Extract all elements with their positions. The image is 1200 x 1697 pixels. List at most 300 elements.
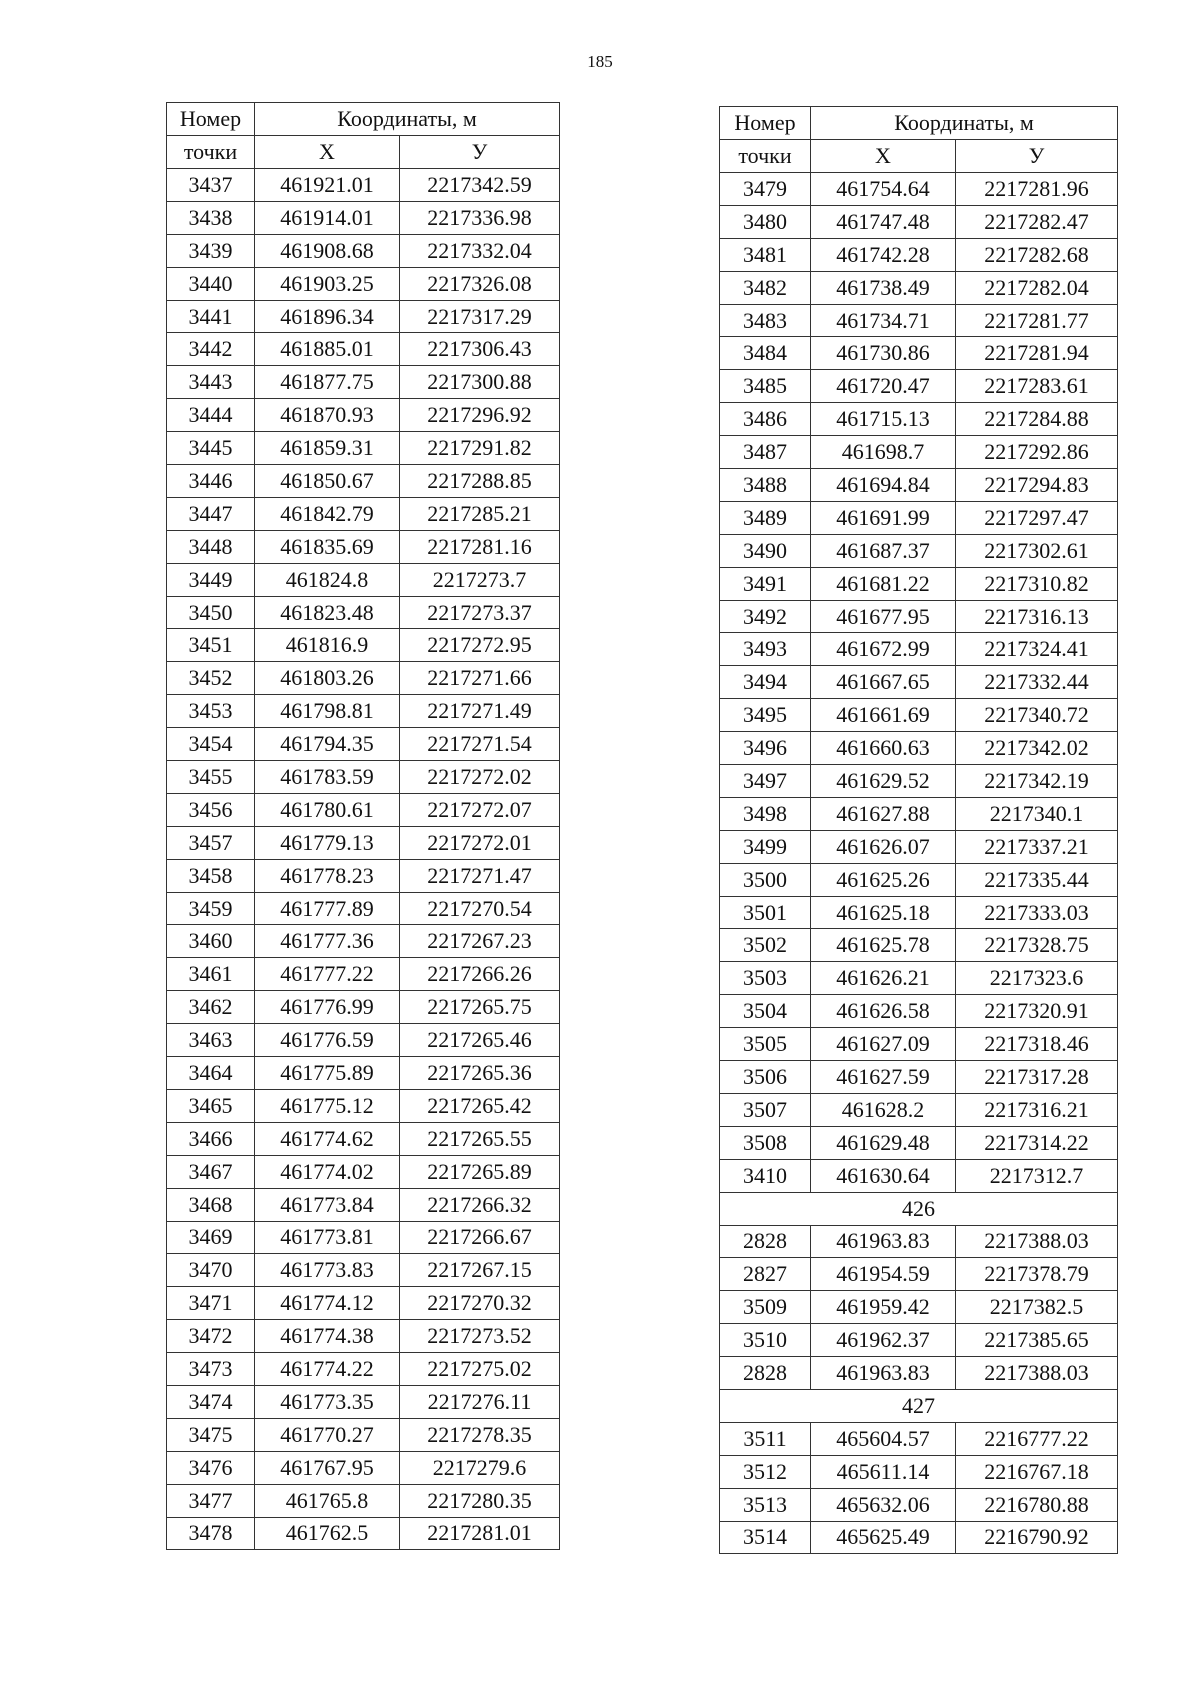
table-row bbox=[720, 633, 1118, 666]
table-row bbox=[167, 234, 560, 267]
point-number-cell: 3448 bbox=[167, 530, 255, 563]
point-number-cell: 3454 bbox=[167, 728, 255, 761]
table-row bbox=[167, 530, 560, 563]
point-number-cell: 3453 bbox=[167, 695, 255, 728]
point-number-cell: 3483 bbox=[720, 304, 811, 337]
y-coordinate-cell: 2217273.52 bbox=[400, 1320, 560, 1353]
x-coordinate-cell: 465611.14 bbox=[811, 1455, 956, 1488]
x-coordinate-cell: 461730.86 bbox=[811, 337, 956, 370]
y-coordinate-cell: 2217336.98 bbox=[400, 201, 560, 234]
x-column-header: Х bbox=[811, 140, 956, 173]
x-coordinate-cell: 461798.81 bbox=[255, 695, 400, 728]
table-row bbox=[720, 765, 1118, 798]
table-row bbox=[720, 1126, 1118, 1159]
point-number-cell: 3481 bbox=[720, 238, 811, 271]
x-coordinate-cell: 461903.25 bbox=[255, 267, 400, 300]
x-column-header: Х bbox=[255, 136, 400, 169]
table-row bbox=[167, 267, 560, 300]
x-coordinate-cell: 461738.49 bbox=[811, 271, 956, 304]
y-coordinate-cell: 2217270.32 bbox=[400, 1287, 560, 1320]
x-coordinate-cell: 461629.52 bbox=[811, 765, 956, 798]
table-row bbox=[167, 563, 560, 596]
y-coordinate-cell: 2217279.6 bbox=[400, 1451, 560, 1484]
point-number-cell: 3502 bbox=[720, 929, 811, 962]
table-row bbox=[720, 863, 1118, 896]
table-row bbox=[167, 1517, 560, 1550]
table-row bbox=[720, 271, 1118, 304]
point-number-cell: 3500 bbox=[720, 863, 811, 896]
table-row bbox=[720, 469, 1118, 502]
table-row bbox=[720, 830, 1118, 863]
point-number-cell: 3439 bbox=[167, 234, 255, 267]
table-row bbox=[720, 797, 1118, 830]
point-number-header-line2: точки bbox=[720, 140, 811, 173]
y-coordinate-cell: 2217278.35 bbox=[400, 1418, 560, 1451]
x-coordinate-cell: 461627.88 bbox=[811, 797, 956, 830]
x-coordinate-cell: 461777.36 bbox=[255, 925, 400, 958]
y-coordinate-cell: 2217323.6 bbox=[956, 962, 1118, 995]
point-number-cell: 3452 bbox=[167, 662, 255, 695]
y-coordinate-cell: 2217292.86 bbox=[956, 436, 1118, 469]
point-number-cell: 3506 bbox=[720, 1061, 811, 1094]
x-coordinate-cell: 461773.84 bbox=[255, 1188, 400, 1221]
point-number-cell: 3509 bbox=[720, 1291, 811, 1324]
x-coordinate-cell: 461777.89 bbox=[255, 892, 400, 925]
point-number-header-line1: Номер bbox=[179, 106, 242, 131]
y-coordinate-cell: 2217273.37 bbox=[400, 596, 560, 629]
y-coordinate-cell: 2217266.32 bbox=[400, 1188, 560, 1221]
x-coordinate-cell: 461667.65 bbox=[811, 666, 956, 699]
y-coordinate-cell: 2217266.26 bbox=[400, 958, 560, 991]
x-coordinate-cell: 461842.79 bbox=[255, 497, 400, 530]
point-number-cell: 3450 bbox=[167, 596, 255, 629]
table-row bbox=[720, 1357, 1118, 1390]
point-number-header bbox=[720, 107, 811, 140]
x-coordinate-cell: 461625.78 bbox=[811, 929, 956, 962]
point-number-cell: 3497 bbox=[720, 765, 811, 798]
table-row bbox=[167, 1057, 560, 1090]
table-row bbox=[167, 1385, 560, 1418]
table-row bbox=[167, 432, 560, 465]
point-number-cell: 3507 bbox=[720, 1093, 811, 1126]
table-row bbox=[167, 925, 560, 958]
point-number-cell: 3459 bbox=[167, 892, 255, 925]
y-coordinate-cell: 2217283.61 bbox=[956, 370, 1118, 403]
table-row bbox=[167, 1122, 560, 1155]
y-coordinate-cell: 2217265.89 bbox=[400, 1155, 560, 1188]
point-number-cell: 3461 bbox=[167, 958, 255, 991]
table-row bbox=[167, 728, 560, 761]
table-row bbox=[720, 1159, 1118, 1192]
y-column-header: У bbox=[956, 140, 1118, 173]
x-coordinate-cell: 461877.75 bbox=[255, 366, 400, 399]
y-coordinate-cell: 2217312.7 bbox=[956, 1159, 1118, 1192]
point-number-cell: 3478 bbox=[167, 1517, 255, 1550]
point-number-cell: 3493 bbox=[720, 633, 811, 666]
table-row bbox=[167, 1221, 560, 1254]
y-coordinate-cell: 2217297.47 bbox=[956, 501, 1118, 534]
x-coordinate-cell: 465625.49 bbox=[811, 1521, 956, 1554]
x-coordinate-cell: 461835.69 bbox=[255, 530, 400, 563]
x-coordinate-cell: 461625.26 bbox=[811, 863, 956, 896]
x-coordinate-cell: 461720.47 bbox=[811, 370, 956, 403]
x-coordinate-cell: 461626.07 bbox=[811, 830, 956, 863]
point-number-cell: 3410 bbox=[720, 1159, 811, 1192]
x-coordinate-cell: 461776.59 bbox=[255, 1024, 400, 1057]
y-coordinate-cell: 2216790.92 bbox=[956, 1521, 1118, 1554]
y-coordinate-cell: 2217282.68 bbox=[956, 238, 1118, 271]
x-coordinate-cell: 461765.8 bbox=[255, 1484, 400, 1517]
x-coordinate-cell: 461681.22 bbox=[811, 567, 956, 600]
table-row bbox=[167, 465, 560, 498]
point-number-cell: 3470 bbox=[167, 1254, 255, 1287]
y-coordinate-cell: 2217314.22 bbox=[956, 1126, 1118, 1159]
y-coordinate-cell: 2217324.41 bbox=[956, 633, 1118, 666]
point-number-cell: 3471 bbox=[167, 1287, 255, 1320]
x-coordinate-cell: 461767.95 bbox=[255, 1451, 400, 1484]
point-number-cell: 3443 bbox=[167, 366, 255, 399]
point-number-cell: 3444 bbox=[167, 399, 255, 432]
coordinates-table-left bbox=[166, 102, 560, 1550]
x-coordinate-cell: 461774.62 bbox=[255, 1122, 400, 1155]
point-number-cell: 3477 bbox=[167, 1484, 255, 1517]
point-number-cell: 3512 bbox=[720, 1455, 811, 1488]
page-number: 185 bbox=[587, 52, 613, 71]
table-body-right bbox=[720, 173, 1118, 1554]
table-row bbox=[720, 1061, 1118, 1094]
x-coordinate-cell: 461774.02 bbox=[255, 1155, 400, 1188]
y-coordinate-cell: 2217388.03 bbox=[956, 1225, 1118, 1258]
table-row bbox=[720, 1028, 1118, 1061]
y-coordinate-cell: 2217265.46 bbox=[400, 1024, 560, 1057]
point-number-cell: 3492 bbox=[720, 600, 811, 633]
table-body-left bbox=[167, 169, 560, 1550]
y-coordinate-cell: 2217273.7 bbox=[400, 563, 560, 596]
point-number-cell: 3476 bbox=[167, 1451, 255, 1484]
point-number-cell: 3514 bbox=[720, 1521, 811, 1554]
point-number-cell: 3503 bbox=[720, 962, 811, 995]
y-coordinate-cell: 2217382.5 bbox=[956, 1291, 1118, 1324]
table-row bbox=[167, 859, 560, 892]
point-number-cell: 3480 bbox=[720, 205, 811, 238]
table-row bbox=[720, 666, 1118, 699]
point-number-cell: 3484 bbox=[720, 337, 811, 370]
x-coordinate-cell: 461774.22 bbox=[255, 1353, 400, 1386]
x-coordinate-cell: 461896.34 bbox=[255, 300, 400, 333]
x-coordinate-cell: 461779.13 bbox=[255, 826, 400, 859]
x-coordinate-cell: 461776.99 bbox=[255, 991, 400, 1024]
table-row bbox=[167, 695, 560, 728]
table-row bbox=[167, 497, 560, 530]
table-row bbox=[167, 201, 560, 234]
y-coordinate-cell: 2217317.29 bbox=[400, 300, 560, 333]
point-number-cell: 3472 bbox=[167, 1320, 255, 1353]
x-coordinate-cell: 461629.48 bbox=[811, 1126, 956, 1159]
point-number-cell: 3479 bbox=[720, 173, 811, 206]
table-row bbox=[167, 399, 560, 432]
x-coordinate-cell: 461742.28 bbox=[811, 238, 956, 271]
point-number-cell: 3447 bbox=[167, 497, 255, 530]
point-number-header-line1: Номер bbox=[734, 110, 796, 135]
table-row bbox=[720, 896, 1118, 929]
table-row bbox=[720, 205, 1118, 238]
y-coordinate-cell: 2217266.67 bbox=[400, 1221, 560, 1254]
point-number-cell: 3455 bbox=[167, 761, 255, 794]
table-row bbox=[720, 501, 1118, 534]
y-coordinate-cell: 2217282.04 bbox=[956, 271, 1118, 304]
y-coordinate-cell: 2217340.1 bbox=[956, 797, 1118, 830]
point-number-cell: 3442 bbox=[167, 333, 255, 366]
x-coordinate-cell: 461747.48 bbox=[811, 205, 956, 238]
table-row bbox=[720, 370, 1118, 403]
x-coordinate-cell: 461694.84 bbox=[811, 469, 956, 502]
table-row bbox=[167, 1353, 560, 1386]
x-coordinate-cell: 461773.35 bbox=[255, 1385, 400, 1418]
x-coordinate-cell: 461773.83 bbox=[255, 1254, 400, 1287]
table-row bbox=[167, 366, 560, 399]
table-row bbox=[167, 1320, 560, 1353]
x-coordinate-cell: 461859.31 bbox=[255, 432, 400, 465]
table-row bbox=[720, 1291, 1118, 1324]
x-coordinate-cell: 461661.69 bbox=[811, 699, 956, 732]
point-number-cell: 3487 bbox=[720, 436, 811, 469]
x-coordinate-cell: 461630.64 bbox=[811, 1159, 956, 1192]
y-coordinate-cell: 2216780.88 bbox=[956, 1488, 1118, 1521]
x-coordinate-cell: 461824.8 bbox=[255, 563, 400, 596]
table-row bbox=[720, 962, 1118, 995]
y-coordinate-cell: 2217272.02 bbox=[400, 761, 560, 794]
point-number-cell: 2828 bbox=[720, 1357, 811, 1390]
table-row bbox=[720, 699, 1118, 732]
point-number-cell: 3475 bbox=[167, 1418, 255, 1451]
x-coordinate-cell: 461914.01 bbox=[255, 201, 400, 234]
point-number-cell: 3485 bbox=[720, 370, 811, 403]
table-row bbox=[167, 826, 560, 859]
point-number-cell: 3496 bbox=[720, 732, 811, 765]
y-coordinate-cell: 2217296.92 bbox=[400, 399, 560, 432]
x-coordinate-cell: 461823.48 bbox=[255, 596, 400, 629]
table-row bbox=[167, 1089, 560, 1122]
section-number-cell: 426 bbox=[720, 1192, 1118, 1225]
point-number-cell: 3438 bbox=[167, 201, 255, 234]
y-coordinate-cell: 2217284.88 bbox=[956, 403, 1118, 436]
point-number-cell: 3440 bbox=[167, 267, 255, 300]
table-row bbox=[720, 929, 1118, 962]
point-number-cell: 3451 bbox=[167, 629, 255, 662]
x-coordinate-cell: 461963.83 bbox=[811, 1357, 956, 1390]
point-number-cell: 3462 bbox=[167, 991, 255, 1024]
y-coordinate-cell: 2217342.59 bbox=[400, 169, 560, 202]
y-coordinate-cell: 2217281.94 bbox=[956, 337, 1118, 370]
point-number-cell: 3508 bbox=[720, 1126, 811, 1159]
point-number-cell: 3464 bbox=[167, 1057, 255, 1090]
y-coordinate-cell: 2217276.11 bbox=[400, 1385, 560, 1418]
table-row bbox=[167, 1155, 560, 1188]
point-number-cell: 3441 bbox=[167, 300, 255, 333]
table-row bbox=[720, 304, 1118, 337]
x-coordinate-cell: 461770.27 bbox=[255, 1418, 400, 1451]
point-number-cell: 3473 bbox=[167, 1353, 255, 1386]
y-coordinate-cell: 2217317.28 bbox=[956, 1061, 1118, 1094]
y-coordinate-cell: 2217275.02 bbox=[400, 1353, 560, 1386]
x-coordinate-cell: 461963.83 bbox=[811, 1225, 956, 1258]
table-row bbox=[167, 596, 560, 629]
point-number-cell: 3458 bbox=[167, 859, 255, 892]
x-coordinate-cell: 461627.59 bbox=[811, 1061, 956, 1094]
x-coordinate-cell: 461959.42 bbox=[811, 1291, 956, 1324]
table-row bbox=[720, 238, 1118, 271]
point-number-cell: 3510 bbox=[720, 1324, 811, 1357]
point-number-cell: 3504 bbox=[720, 995, 811, 1028]
y-coordinate-cell: 2217271.47 bbox=[400, 859, 560, 892]
x-coordinate-cell: 461677.95 bbox=[811, 600, 956, 633]
x-coordinate-cell: 461816.9 bbox=[255, 629, 400, 662]
y-coordinate-cell: 2217291.82 bbox=[400, 432, 560, 465]
y-coordinate-cell: 2217272.01 bbox=[400, 826, 560, 859]
x-coordinate-cell: 461780.61 bbox=[255, 793, 400, 826]
section-row bbox=[720, 1389, 1118, 1422]
point-number-cell: 3449 bbox=[167, 563, 255, 596]
point-number-cell: 2827 bbox=[720, 1258, 811, 1291]
x-coordinate-cell: 461628.2 bbox=[811, 1093, 956, 1126]
point-number-cell: 3495 bbox=[720, 699, 811, 732]
y-coordinate-cell: 2217267.23 bbox=[400, 925, 560, 958]
x-coordinate-cell: 461775.12 bbox=[255, 1089, 400, 1122]
section-row bbox=[720, 1192, 1118, 1225]
table-row bbox=[167, 793, 560, 826]
table-row bbox=[167, 1418, 560, 1451]
y-coordinate-cell: 2216767.18 bbox=[956, 1455, 1118, 1488]
point-number-cell: 3474 bbox=[167, 1385, 255, 1418]
coordinates-table-right bbox=[719, 106, 1118, 1554]
table-row bbox=[720, 732, 1118, 765]
point-number-header-line2: точки bbox=[167, 136, 255, 169]
table-row bbox=[167, 662, 560, 695]
table-row bbox=[720, 1258, 1118, 1291]
point-number-cell: 3482 bbox=[720, 271, 811, 304]
coordinates-header: Координаты, м bbox=[811, 107, 1118, 140]
table-row bbox=[720, 1324, 1118, 1357]
y-coordinate-cell: 2217326.08 bbox=[400, 267, 560, 300]
x-coordinate-cell: 461672.99 bbox=[811, 633, 956, 666]
x-coordinate-cell: 461625.18 bbox=[811, 896, 956, 929]
y-coordinate-cell: 2217267.15 bbox=[400, 1254, 560, 1287]
point-number-cell: 3490 bbox=[720, 534, 811, 567]
x-coordinate-cell: 465604.57 bbox=[811, 1422, 956, 1455]
x-coordinate-cell: 461778.23 bbox=[255, 859, 400, 892]
x-coordinate-cell: 461627.09 bbox=[811, 1028, 956, 1061]
x-coordinate-cell: 461885.01 bbox=[255, 333, 400, 366]
point-number-cell: 3445 bbox=[167, 432, 255, 465]
x-coordinate-cell: 461762.5 bbox=[255, 1517, 400, 1550]
y-coordinate-cell: 2217306.43 bbox=[400, 333, 560, 366]
x-coordinate-cell: 461850.67 bbox=[255, 465, 400, 498]
y-coordinate-cell: 2217265.42 bbox=[400, 1089, 560, 1122]
point-number-cell: 3511 bbox=[720, 1422, 811, 1455]
table-row bbox=[720, 1488, 1118, 1521]
table-row bbox=[720, 995, 1118, 1028]
x-coordinate-cell: 461773.81 bbox=[255, 1221, 400, 1254]
y-coordinate-cell: 2217332.44 bbox=[956, 666, 1118, 699]
point-number-cell: 3467 bbox=[167, 1155, 255, 1188]
x-coordinate-cell: 461775.89 bbox=[255, 1057, 400, 1090]
y-coordinate-cell: 2217288.85 bbox=[400, 465, 560, 498]
y-coordinate-cell: 2216777.22 bbox=[956, 1422, 1118, 1455]
x-coordinate-cell: 461921.01 bbox=[255, 169, 400, 202]
x-coordinate-cell: 461626.21 bbox=[811, 962, 956, 995]
x-coordinate-cell: 461734.71 bbox=[811, 304, 956, 337]
table-row bbox=[720, 173, 1118, 206]
x-coordinate-cell: 461774.38 bbox=[255, 1320, 400, 1353]
table-row bbox=[720, 403, 1118, 436]
y-coordinate-cell: 2217271.49 bbox=[400, 695, 560, 728]
point-number-cell: 2828 bbox=[720, 1225, 811, 1258]
table-row bbox=[167, 629, 560, 662]
point-number-cell: 3486 bbox=[720, 403, 811, 436]
y-coordinate-cell: 2217332.04 bbox=[400, 234, 560, 267]
point-number-cell: 3488 bbox=[720, 469, 811, 502]
y-coordinate-cell: 2217265.75 bbox=[400, 991, 560, 1024]
y-coordinate-cell: 2217265.36 bbox=[400, 1057, 560, 1090]
table-row bbox=[720, 1093, 1118, 1126]
x-coordinate-cell: 461687.37 bbox=[811, 534, 956, 567]
point-number-cell: 3466 bbox=[167, 1122, 255, 1155]
point-number-cell: 3460 bbox=[167, 925, 255, 958]
table-row bbox=[720, 534, 1118, 567]
table-row bbox=[167, 892, 560, 925]
x-coordinate-cell: 461954.59 bbox=[811, 1258, 956, 1291]
point-number-cell: 3437 bbox=[167, 169, 255, 202]
point-number-cell: 3505 bbox=[720, 1028, 811, 1061]
y-coordinate-cell: 2217378.79 bbox=[956, 1258, 1118, 1291]
point-number-cell: 3498 bbox=[720, 797, 811, 830]
point-number-cell: 3499 bbox=[720, 830, 811, 863]
table-row bbox=[720, 600, 1118, 633]
x-coordinate-cell: 461908.68 bbox=[255, 234, 400, 267]
y-coordinate-cell: 2217310.82 bbox=[956, 567, 1118, 600]
x-coordinate-cell: 461626.58 bbox=[811, 995, 956, 1028]
point-number-cell: 3465 bbox=[167, 1089, 255, 1122]
y-coordinate-cell: 2217285.21 bbox=[400, 497, 560, 530]
y-coordinate-cell: 2217302.61 bbox=[956, 534, 1118, 567]
table-row bbox=[167, 991, 560, 1024]
y-coordinate-cell: 2217272.07 bbox=[400, 793, 560, 826]
table-row bbox=[720, 436, 1118, 469]
table-row bbox=[720, 567, 1118, 600]
table-row bbox=[167, 1024, 560, 1057]
y-coordinate-cell: 2217294.83 bbox=[956, 469, 1118, 502]
table-row bbox=[720, 1521, 1118, 1554]
table-row bbox=[167, 761, 560, 794]
y-coordinate-cell: 2217316.13 bbox=[956, 600, 1118, 633]
x-coordinate-cell: 461803.26 bbox=[255, 662, 400, 695]
x-coordinate-cell: 461698.7 bbox=[811, 436, 956, 469]
x-coordinate-cell: 465632.06 bbox=[811, 1488, 956, 1521]
table-row bbox=[167, 169, 560, 202]
point-number-cell: 3463 bbox=[167, 1024, 255, 1057]
y-coordinate-cell: 2217271.54 bbox=[400, 728, 560, 761]
y-coordinate-cell: 2217281.96 bbox=[956, 173, 1118, 206]
table-row bbox=[167, 1484, 560, 1517]
point-number-cell: 3491 bbox=[720, 567, 811, 600]
point-number-cell: 3469 bbox=[167, 1221, 255, 1254]
point-number-cell: 3468 bbox=[167, 1188, 255, 1221]
point-number-header bbox=[167, 103, 255, 136]
x-coordinate-cell: 461715.13 bbox=[811, 403, 956, 436]
point-number-cell: 3489 bbox=[720, 501, 811, 534]
table-row bbox=[720, 1422, 1118, 1455]
y-coordinate-cell: 2217385.65 bbox=[956, 1324, 1118, 1357]
